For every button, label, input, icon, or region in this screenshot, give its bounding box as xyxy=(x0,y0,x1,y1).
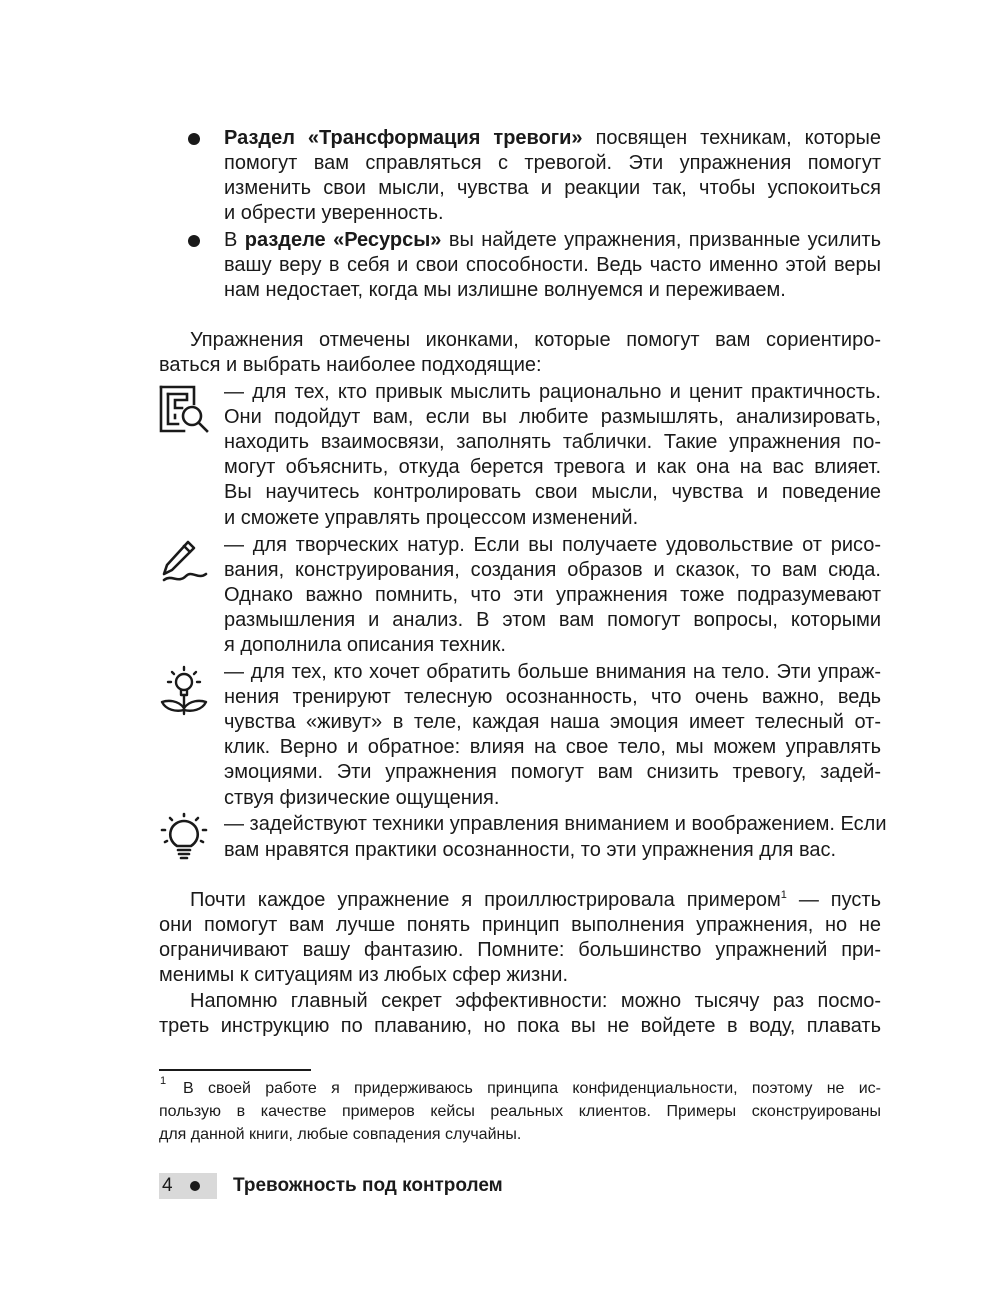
icon-item-3-line-5: эмоциями. Эти упражнения помогут вам снизить тревогу, задей- xyxy=(224,761,881,783)
intro-line-1: Упражнения отмечены иконками, которые помогут вам сориентиро- xyxy=(190,329,881,351)
icon-item-4-line-1: — задействуют техники управления вниманием и воображением. Если xyxy=(224,813,887,835)
para1-line-2: они помогут вам лучше понять принцип выполнения упражнения, но не xyxy=(159,914,881,936)
maze-magnifier-icon xyxy=(158,384,210,436)
page-number: 4 xyxy=(162,1175,173,1196)
icon-item-2-line-2: вания, конструирования, создания образов и сказок, то вам сюда. xyxy=(224,559,881,581)
para1-line-4: менимы к ситуациям из любых сфер жизни. xyxy=(159,964,569,986)
footnote-ref[interactable]: 1 xyxy=(780,889,787,901)
bullet-2-line-3: нам недостает, когда мы излишне волнуемся и переживаем. xyxy=(224,279,786,301)
icon-item-2-line-4: размышления и анализ. В этом вам помогут вопросы, которыми xyxy=(224,609,881,631)
bullet-1-line-1: Раздел «Трансформация тревоги» посвящен техникам, которые xyxy=(224,127,882,149)
page-number-box xyxy=(159,1173,217,1199)
icon-item-3-line-3: чувства «живут» в теле, каждая наша эмоция имеет телесный от- xyxy=(224,711,881,733)
bullet-2-line-2: вашу веру в себя и свои способности. Ведь часто именно этой веры xyxy=(224,254,881,276)
para2-line-1: Напомню главный секрет эффективности: можно тысячу раз посмо- xyxy=(190,990,881,1012)
icon-item-2-line-5: я дополнила описания техник. xyxy=(224,634,506,656)
page-footer xyxy=(159,1173,503,1199)
bullet-marker xyxy=(188,133,200,145)
icon-item-2-line-1: — для творческих натур. Если вы получаете удовольствие от рисо- xyxy=(224,534,881,556)
icon-item-3-line-4: клик. Верно и обратное: влияя на свое тело, мы можем управлять xyxy=(224,736,881,758)
footnote-line-1: В своей работе я придерживаюсь принципа конфиденциальности, поэтому не ис- xyxy=(183,1080,881,1097)
lightbulb-icon xyxy=(158,812,210,864)
bullet-dot-icon xyxy=(190,1181,200,1191)
running-title: Тревожность под контролем xyxy=(233,1175,503,1196)
icon-item-1-line-3: находить взаимосвязи, заполнять таблички. Такие упражнения по- xyxy=(224,431,881,453)
para1-line-3: ограничивают вашу фантазию. Помните: большинство упражнений при- xyxy=(159,939,881,961)
icon-item-2-line-3: Однако важно помнить, что эти упражнения тоже подразумевают xyxy=(224,584,881,606)
icon-item-1-line-6: и сможете управлять процессом изменений. xyxy=(224,507,639,529)
footnote-line-2: пользую в качестве примеров кейсы реальных клиентов. Примеры сконструированы xyxy=(159,1103,881,1120)
pencil-drawing-icon xyxy=(158,536,210,588)
footnote-number: 1 xyxy=(160,1075,167,1087)
bullet-1-line-2: помогут вам справляться с тревогой. Эти упражнения помогут xyxy=(224,152,881,174)
footnote-divider xyxy=(159,1069,311,1071)
intro-line-2: ваться и выбрать наиболее подходящие: xyxy=(159,354,542,376)
icon-item-3-line-1: — для тех, кто хочет обратить больше внимания на тело. Эти упраж- xyxy=(224,661,881,683)
bullet-1-line-3: изменить свои мысли, чувства и реакции так, чтобы успокоиться xyxy=(224,177,881,199)
icon-item-3-line-2: нения тренируют телесную осознанность, что очень важно, ведь xyxy=(224,686,881,708)
icon-item-3-line-6: ствуя физические ощущения. xyxy=(224,787,500,809)
icon-item-4-line-2: вам нравятся практики осознанности, то эти упражнения для вас. xyxy=(224,839,837,861)
bullet-2-line-1: В разделе «Ресурсы» вы найдете упражнения, призванные усилить xyxy=(224,229,881,251)
footnote-line-3: для данной книги, любые совпадения случайны. xyxy=(159,1126,522,1143)
para2-line-2: треть инструкцию по плаванию, но пока вы не войдете в воду, плавать xyxy=(159,1015,881,1037)
lightbulb-plant-icon xyxy=(158,664,210,716)
bullet-marker xyxy=(188,235,200,247)
para1-line-1: Почти каждое упражнение я проиллюстрировала примером$^1$ — пусть xyxy=(190,889,881,911)
bullet-1-line-4: и обрести уверенность. xyxy=(224,202,444,224)
icon-item-1-line-1: — для тех, кто привык мыслить рационально и ценит практичность. xyxy=(224,381,881,403)
icon-item-1-line-5: Вы научитесь контролировать свои мысли, чувства и поведение xyxy=(224,481,881,503)
icon-item-1-line-2: Они подойдут вам, если вы любите размышлять, анализировать, xyxy=(224,406,881,428)
icon-item-1-line-4: могут объяснить, откуда берется тревога и как она на вас влияет. xyxy=(224,456,881,478)
